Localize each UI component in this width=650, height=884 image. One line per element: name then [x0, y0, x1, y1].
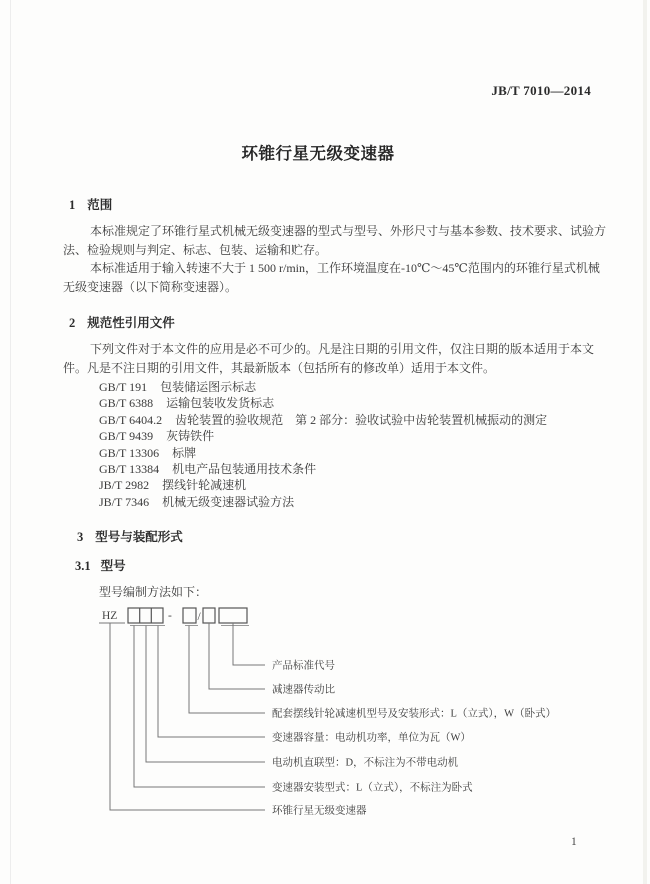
- reference-code: GB/T 6388: [99, 396, 154, 411]
- section-number: 2: [69, 316, 76, 330]
- reference-code: JB/T 7346: [99, 494, 150, 509]
- reference-item: [99, 461, 547, 477]
- section-label: 规范性引用文件: [87, 316, 175, 330]
- reference-title: 包装储运图示标志: [160, 380, 257, 394]
- scan-artifact-left-edge: [10, 0, 11, 884]
- diagram-label-variator-mounting-type: 变速器安装型式：L（立式），不标注为卧式: [272, 782, 473, 794]
- reference-title: 标牌: [172, 445, 197, 460]
- diagram-label-variator-capacity: 变速器容量：电动机功率，单位为瓦（W）: [272, 732, 471, 744]
- scope-paragraph-1: [63, 222, 607, 259]
- diagram-label-product-standard-code: 产品标准代号: [272, 660, 335, 672]
- reference-item: [99, 445, 547, 461]
- model-intro-line: 型号编制方法如下：: [99, 585, 208, 599]
- normative-references-intro: [63, 340, 597, 377]
- scope-paragraph-2: [63, 259, 600, 296]
- reference-code: GB/T 13306: [99, 445, 160, 460]
- connector-product-standard-code: [233, 623, 265, 665]
- section-number: 3: [77, 530, 84, 544]
- model-code-slash: /: [197, 611, 201, 623]
- reference-code: GB/T 6404.2: [99, 412, 163, 427]
- reference-code: GB/T 191: [99, 380, 148, 394]
- section-heading-scope: [69, 195, 112, 213]
- connector-motor-direct-type: [146, 626, 265, 763]
- text-line: 本标准规定了环锥行星式机械无级变速器的型式与型号、外形尺寸与基本参数、技术要求、试验方: [90, 224, 607, 238]
- reference-title: 灰铸铁件: [166, 429, 215, 444]
- section-number: 3.1: [75, 559, 91, 573]
- section-label: 型号与装配形式: [95, 530, 183, 544]
- model-code-box-ratio: [203, 608, 215, 623]
- connector-variator-name: [110, 623, 265, 810]
- model-prefix-text: HZ: [102, 610, 118, 622]
- reference-title: 机电产品包装通用技术条件: [172, 462, 317, 477]
- reference-item: [99, 477, 547, 493]
- section-label: 型号: [100, 559, 126, 573]
- reference-title: 摆线针轮减速机: [162, 478, 247, 493]
- reference-title: 运输包装收发货标志: [166, 396, 275, 411]
- reference-title: 机械无级变速器试验方法: [162, 494, 295, 509]
- subsection-heading-model: [75, 556, 126, 574]
- section-label: 范围: [87, 198, 113, 212]
- diagram-label-motor-direct-type: 电动机直联型：D，不标注为不带电动机: [272, 757, 459, 769]
- connector-variator-mounting-type: [134, 626, 265, 788]
- connector-reducer-ratio: [209, 623, 265, 689]
- reference-list: [99, 379, 547, 510]
- reference-item: [99, 428, 547, 444]
- section-heading-model-and-assembly: [77, 527, 183, 545]
- text-line: 下列文件对于本文件的应用是必不可少的。凡是注日期的引用文件，仅注日期的版本适用于本文: [90, 342, 595, 356]
- reference-code: GB/T 9439: [99, 429, 154, 444]
- text-line: 法、检验规则与判定、标志、包装、运输和贮存。: [63, 242, 328, 257]
- reference-item: [99, 412, 547, 428]
- diagram-label-reducer-ratio: 减速器传动比: [272, 684, 335, 696]
- connector-variator-capacity: [158, 626, 265, 738]
- reference-code: GB/T 13384: [99, 462, 160, 477]
- diagram-label-cycloid-reducer-model: 配套摆线针轮减速机型号及安装形式：L（立式），W（卧式）: [272, 708, 557, 720]
- text-line: 无级变速器（以下简称变速器）。: [63, 279, 238, 294]
- standard-code: JB/T 7010—2014: [491, 83, 591, 98]
- reference-title: 齿轮装置的验收规范 第 2 部分：验收试验中齿轮装置机械振动的测定: [175, 412, 548, 427]
- diagram-label-variator-name: 环锥行星无级变速器: [272, 805, 367, 817]
- model-code-cells-box: [128, 608, 163, 623]
- reference-item: [99, 494, 547, 510]
- connector-cycloid-reducer-model: [189, 626, 265, 714]
- reference-code: JB/T 2982: [99, 478, 150, 493]
- model-designation-diagram: [60, 602, 605, 827]
- text-line: 本标准适用于输入转速不大于 1 500 r/min，工作环境温度在-10℃～45℃范围内的环锥行星式机械: [90, 261, 600, 275]
- model-code-box-reducer-model: [183, 608, 196, 623]
- text-line: 件。凡是不注日期的引用文件，其最新版本（包括所有的修改单）适用于本文件。: [63, 360, 496, 375]
- section-number: 1: [69, 198, 76, 212]
- model-code-dash: -: [168, 610, 172, 622]
- document-title: 环锥行星无级变速器: [241, 144, 395, 163]
- section-heading-normative-references: [69, 313, 175, 331]
- reference-item: [99, 379, 547, 395]
- page-number: 1: [571, 836, 577, 848]
- model-code-box-standard: [219, 608, 247, 623]
- scan-artifact-right-edge: [643, 0, 647, 884]
- reference-item: [99, 395, 547, 411]
